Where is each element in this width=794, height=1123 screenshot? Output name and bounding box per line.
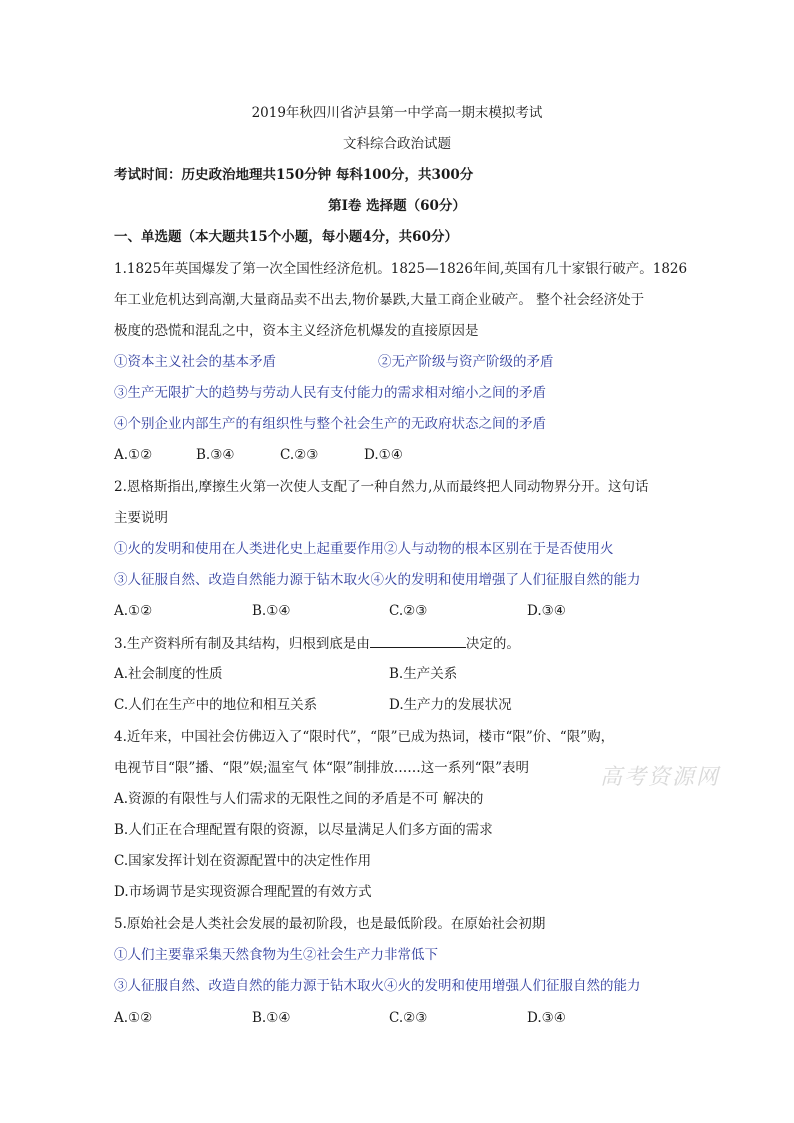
- q1-item-2: ②无产阶级与资产阶级的矛盾: [378, 354, 554, 370]
- q3-stem-after: 决定的。: [465, 636, 520, 652]
- q5-item-2: ③人征服自然、改造自然的能力源于钻木取火④火的发明和使用增强人们征服自然的能力: [114, 978, 641, 994]
- exam-title: 2019年秋四川省泸县第一中学高一期末模拟考试: [251, 105, 543, 121]
- q3-stem-before: 3.生产资料所有制及其结构，归根到底是由: [114, 636, 370, 652]
- q1-stem-line-1: 1.1825年英国爆发了第一次全国性经济危机。1825—1826年间,英国有几十家银行破产。1826: [114, 261, 688, 277]
- q3-option-d: D.生产力的发展状况: [389, 697, 512, 713]
- q4-option-b: B.人们正在合理配置有限的资源，以尽量满足人们多方面的需求: [114, 822, 493, 838]
- q3-stem: [114, 634, 520, 653]
- q3-option-b: B.生产关系: [389, 666, 458, 682]
- q1-option-c: C.②③: [280, 447, 319, 463]
- q4-option-c: C.国家发挥计划在资源配置中的决定性作用: [114, 853, 372, 869]
- q1-item-3: ③生产无限扩大的趋势与劳动人民有支付能力的需求相对缩小之间的矛盾: [114, 385, 546, 401]
- q1-item-1: ①资本主义社会的基本矛盾: [114, 354, 276, 370]
- q1-stem-line-2: 年工业危机达到高潮,大量商品卖不出去,物价暴跌,大量工商企业破产。 整个社会经济处于: [114, 292, 645, 308]
- q3-option-a: A.社会制度的性质: [114, 666, 223, 682]
- q4-option-a: A.资源的有限性与人们需求的无限性之间的矛盾是不可 解决的: [114, 791, 484, 807]
- q4-stem-line-2: 电视节目“限”播、“限”娱;温室气 体“限”制排放……这一系列“限”表明: [114, 760, 530, 776]
- q2-stem-line-1: 2.恩格斯指出,摩擦生火第一次使人支配了一种自然力,从而最终把人同动物界分开。这句话: [114, 479, 649, 495]
- q1-item-4: ④个别企业内部生产的有组织性与整个社会生产的无政府状态之间的矛盾: [114, 416, 546, 432]
- q5-option-d: D.③④: [527, 1010, 566, 1026]
- exam-subtitle: 文科综合政治试题: [343, 136, 451, 152]
- q2-option-c: C.②③: [389, 603, 428, 619]
- q2-stem-line-2: 主要说明: [114, 510, 168, 526]
- q2-item-1: ①火的发明和使用在人类进化史上起重要作用②人与动物的根本区别在于是否使用火: [114, 541, 614, 557]
- q1-option-b: B.③④: [196, 447, 235, 463]
- q1-option-d: D.①④: [364, 447, 403, 463]
- q1-option-a: A.①②: [114, 447, 153, 463]
- q4-option-d: D.市场调节是实现资源合理配置的有效方式: [114, 884, 372, 900]
- q5-item-1: ①人们主要靠采集天然食物为生②社会生产力非常低下: [114, 947, 438, 963]
- q1-stem-line-3: 极度的恐慌和混乱之中，资本主义经济危机爆发的直接原因是: [114, 323, 479, 339]
- q2-item-2: ③人征服自然、改造自然能力源于钻木取火④火的发明和使用增强了人们征服自然的能力: [114, 572, 641, 588]
- q2-option-b: B.①④: [252, 603, 291, 619]
- q2-option-a: A.①②: [114, 603, 153, 619]
- q3-answer-blank: [370, 634, 466, 648]
- q3-option-c: C.人们在生产中的地位和相互关系: [114, 697, 318, 713]
- watermark: 高考资源网: [600, 765, 721, 790]
- section-title: 一、单选题（本大题共15个小题，每小题4分，共60分）: [114, 229, 458, 245]
- q5-stem-line-1: 5.原始社会是人类社会发展的最初阶段，也是最低阶段。在原始社会初期: [114, 916, 546, 932]
- q5-option-c: C.②③: [389, 1010, 428, 1026]
- exam-info: 考试时间：历史政治地理共150分钟 每科100分，共300分: [114, 167, 474, 183]
- q5-option-b: B.①④: [252, 1010, 291, 1026]
- q2-option-d: D.③④: [527, 603, 566, 619]
- part-title: 第Ⅰ卷 选择题（60分）: [328, 198, 466, 214]
- q5-option-a: A.①②: [114, 1010, 153, 1026]
- q4-stem-line-1: 4.近年来，中国社会仿佛迈入了“限时代”，“限”已成为热词，楼市“限”价、“限”购，: [114, 729, 615, 745]
